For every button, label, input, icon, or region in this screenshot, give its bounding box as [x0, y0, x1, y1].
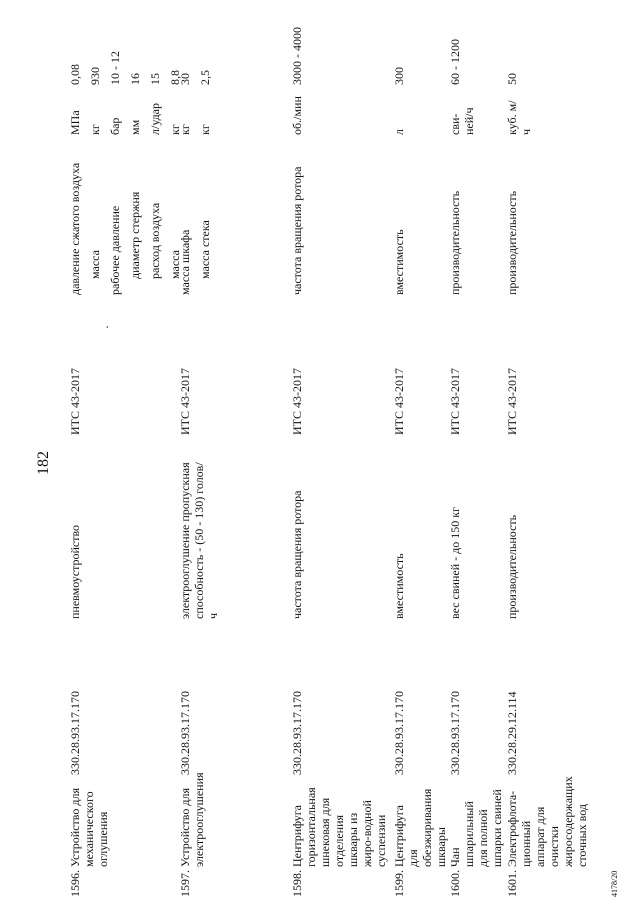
reference-document: ИТС 43-2017: [290, 368, 304, 435]
page-number: 182: [35, 451, 52, 475]
equipment-name: Чан шпарильный для полной шпарки свиней: [448, 789, 504, 867]
parameter-unit: л: [392, 129, 406, 135]
equipment-name: Электрофлота-ционный аппарат для очистки жиросодержащих сточных вод: [505, 776, 589, 867]
parameter-unit: куб. м/ч: [505, 100, 533, 135]
parameter-unit: кг: [88, 124, 102, 135]
parameter-name: рабочее давление: [108, 205, 122, 295]
okpd-code: 330.28.93.17.170: [178, 691, 192, 775]
parameter-value: 8,8: [168, 70, 182, 85]
okpd-code: 330.28.93.17.170: [68, 691, 82, 775]
characteristic: производительность: [505, 514, 519, 619]
characteristic: вес свиней - до 150 кг: [448, 507, 462, 619]
equipment-name: Устройство для механического оглушения: [68, 788, 110, 867]
characteristic: пневмоустройство: [68, 524, 82, 619]
row-number: 1597.: [178, 870, 192, 897]
parameter-unit: л/удар: [148, 103, 162, 135]
parameter-unit: сви-ней/ч: [448, 107, 476, 135]
parameter-value: 930: [88, 67, 102, 85]
equipment-name: Центрифуга для обезжиривания шквары: [392, 788, 448, 867]
parameter-name: давление сжатого воздуха: [68, 162, 82, 295]
parameter-value: 2,5: [198, 70, 212, 85]
reference-document: ИТС 43-2017: [392, 368, 406, 435]
reference-document: ИТС 43-2017: [505, 368, 519, 435]
parameter-name: производительность: [505, 190, 519, 295]
okpd-code: 330.28.93.17.170: [392, 691, 406, 775]
row-number: 1599.: [392, 870, 406, 897]
row-number: 1601.: [505, 870, 519, 897]
parameter-name: масса: [88, 250, 102, 279]
parameter-name: масса: [168, 250, 182, 279]
parameter-unit: мм: [128, 119, 142, 135]
parameter-unit: МПа: [68, 110, 82, 135]
parameter-name: расход воздуха: [148, 202, 162, 279]
parameter-unit: кг: [178, 124, 192, 135]
parameter-value: 60 - 1200: [448, 39, 462, 85]
okpd-code: 330.28.93.17.170: [448, 691, 462, 775]
parameter-unit: кг: [198, 124, 212, 135]
parameter-name: масса шкафа: [178, 229, 192, 295]
characteristic: электрооглушение пропускная способность - (50 - 130) голов/ч: [178, 462, 220, 619]
parameter-name: частота вращения ротора: [290, 166, 304, 295]
parameter-value: 50: [505, 73, 519, 85]
parameter-name: диаметр стержня: [128, 191, 142, 279]
reference-document: ИТС 43-2017: [448, 368, 462, 435]
row-number: 1598.: [290, 870, 304, 897]
okpd-code: 330.28.29.12.114: [505, 691, 519, 775]
characteristic: вместимость: [392, 553, 406, 619]
parameter-unit: кг: [168, 124, 182, 135]
equipment-name: Устройство для электрооглушения: [178, 772, 206, 867]
tick-mark: ·: [100, 325, 114, 329]
equipment-name: Центрифуга горизонтальная шнековая для отделения шквары из жиро-водной суспензии: [290, 787, 388, 867]
characteristic: частота вращения ротора: [290, 490, 304, 619]
footer-code: 4178/20: [610, 870, 619, 897]
parameter-name: масса стека: [198, 220, 212, 279]
row-number: 1600.: [448, 870, 462, 897]
parameter-value: 15: [148, 73, 162, 85]
parameter-value: 10 - 12: [108, 51, 122, 85]
okpd-code: 330.28.93.17.170: [290, 691, 304, 775]
parameter-value: 300: [392, 67, 406, 85]
parameter-value: 16: [128, 73, 142, 85]
row-number: 1596.: [68, 870, 82, 897]
reference-document: ИТС 43-2017: [178, 368, 192, 435]
parameter-unit: бар: [108, 117, 122, 135]
parameter-name: вместимость: [392, 229, 406, 295]
parameter-value: 3000 - 4000: [290, 27, 304, 85]
parameter-value: 30: [178, 73, 192, 85]
parameter-name: производительность: [448, 190, 462, 295]
reference-document: ИТС 43-2017: [68, 368, 82, 435]
parameter-unit: об./мин: [290, 96, 304, 135]
parameter-value: 0,08: [68, 64, 82, 85]
